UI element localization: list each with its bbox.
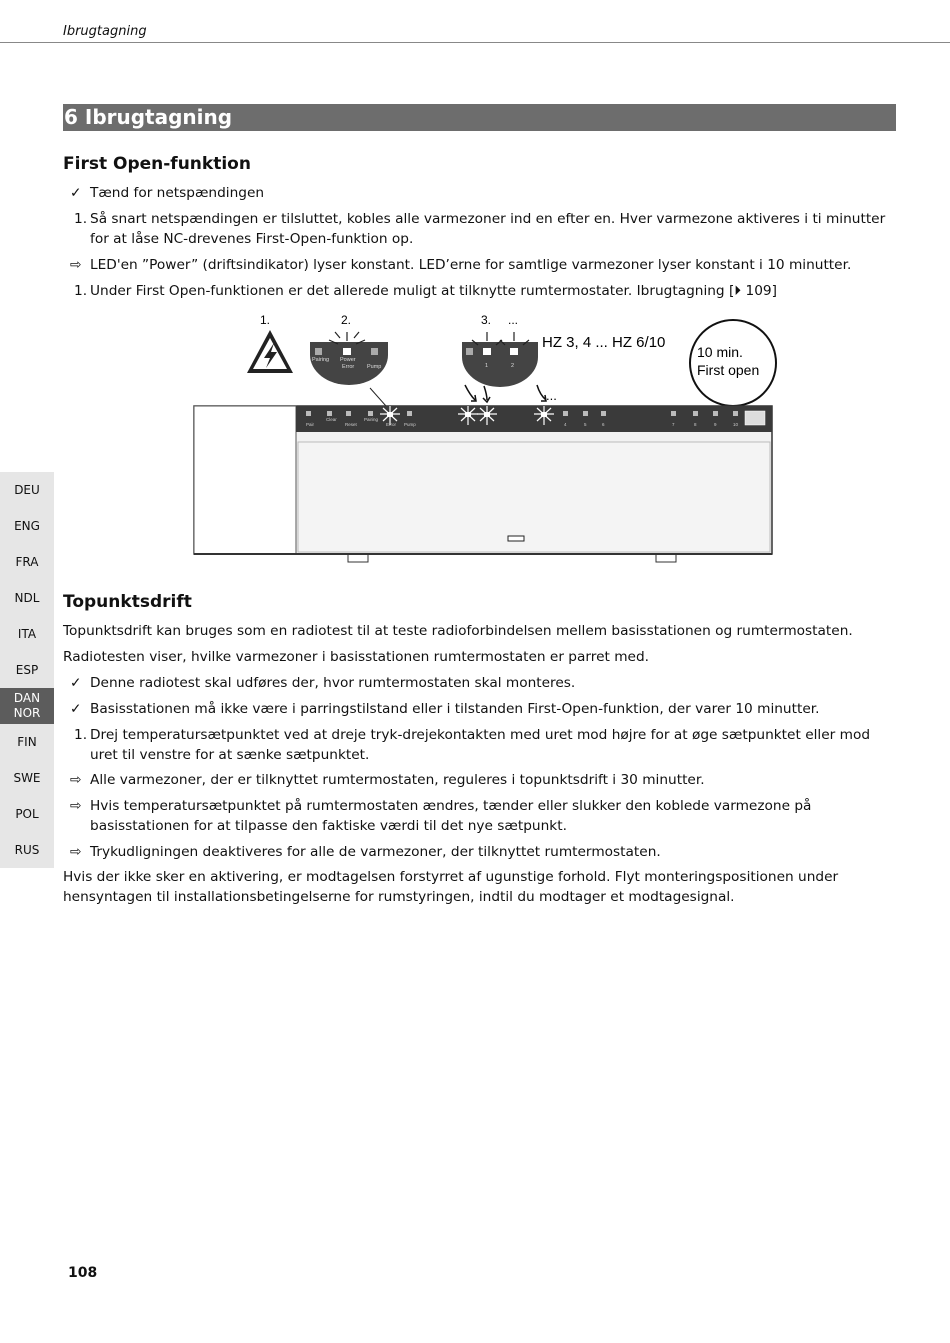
zoom-zone-leds <box>462 332 538 387</box>
zones-label: HZ 3, 4 ... HZ 6/10 <box>542 334 666 351</box>
zone-number-9: 9 <box>714 422 717 427</box>
result-arrow-icon: ⇨ <box>70 257 82 273</box>
list-item <box>63 673 898 693</box>
zone-number-7: 7 <box>672 422 675 427</box>
language-tab-fin[interactable]: FIN <box>0 724 54 760</box>
zoom-label-pairing: Pairing <box>312 357 330 363</box>
zoom-label-power: Power <box>340 357 356 363</box>
panel-label-pump: Pump <box>404 422 416 427</box>
list-item <box>63 842 898 862</box>
result-arrow-icon: ⇨ <box>70 772 82 788</box>
zoom-status-leds <box>310 332 388 406</box>
checkmark-icon: ✓ <box>70 185 82 201</box>
list-item <box>63 255 898 275</box>
paragraph: Hvis der ikke sker en aktivering, er modtagelsen forstyrret af ugunstige forhold. Flyt monteringspositionen under hensyntagen til installationsbetingelserne for rumstyringen, indtil du modtager et modtagesignal. <box>63 869 839 905</box>
list-item-text: Alle varmezoner, der er tilknyttet rumtermostaten, reguleres i topunktsdrift i 30 minutter. <box>90 772 705 788</box>
section-heading-first-open: First Open-funktion <box>63 154 251 174</box>
language-tab-dan-nor[interactable]: DAN NOR <box>0 688 54 724</box>
zone-number-10: 10 <box>733 422 739 427</box>
list-item <box>63 183 898 203</box>
language-tab-swe[interactable]: SWE <box>0 760 54 796</box>
zoom-label-pump: Pump <box>367 364 382 370</box>
list-item-text: Drej temperatursætpunktet ved at dreje tryk-drejekontakten med uret mod højre for at øge sætpunktet eller mod uret til venstre for at sænke sætpunktet. <box>90 727 871 763</box>
first-open-timer-callout <box>690 320 776 406</box>
panel-label-error: Error <box>386 422 396 427</box>
list-item-text: Trykudligningen deaktiveres for alle de varmezoner, der tilknyttet rumtermostaten. <box>90 844 661 860</box>
language-tab-eng[interactable]: ENG <box>0 508 54 544</box>
language-tab-esp[interactable]: ESP <box>0 652 54 688</box>
checkmark-icon: ✓ <box>70 675 82 691</box>
language-tab-pol[interactable]: POL <box>0 796 54 832</box>
zoom-label-error: Error <box>342 364 355 370</box>
list-item <box>63 796 898 836</box>
zoom-zone-2-label: 2 <box>511 363 515 369</box>
chapter-title: 6 Ibrugtagning <box>64 105 233 129</box>
paragraph: Radiotesten viser, hvilke varmezoner i basisstationen rumtermostaten er parret med. <box>63 649 650 665</box>
zoom-zone-1-label: 1 <box>485 363 489 369</box>
list-item <box>63 281 898 301</box>
language-tab-fra[interactable]: FRA <box>0 544 54 580</box>
step-3-more-label: ... <box>508 313 519 327</box>
zone-number-5: 5 <box>584 422 587 427</box>
step-3-label: 3. <box>481 313 492 327</box>
list-item-text: Hvis temperatursætpunktet på rumtermostaten ændres, tænder eller slukker den koblede varmezone på basisstationen for at tilpasse den faktiske værdi til det nye sætpunkt. <box>90 798 812 834</box>
circle-line-1: 10 min. <box>697 344 743 360</box>
paragraph: Topunktsdrift kan bruges som en radiotest til at teste radioforbindelsen mellem basisstationen og rumtermostaten. <box>63 623 853 639</box>
electric-warning-icon <box>247 330 293 373</box>
base-station-housing <box>194 406 772 562</box>
step-2-label: 2. <box>341 313 352 327</box>
language-tab-deu[interactable]: DEU <box>0 472 54 508</box>
base-station-figure <box>190 310 780 570</box>
list-item-text: Denne radiotest skal udføres der, hvor rumtermostaten skal monteres. <box>90 675 576 691</box>
panel-label-pairing: Pairing <box>364 417 379 422</box>
activation-arrows <box>465 385 546 402</box>
list-item-text: Så snart netspændingen er tilsluttet, kobles alle varmezoner ind en efter en. Hver varmezone aktiveres i ti minutter for at låse NC-drevenes First-Open-funktion op. <box>90 211 886 247</box>
step-number: 1. <box>74 211 88 227</box>
running-header: Ibrugtagning <box>63 24 147 39</box>
circle-line-2: First open <box>697 362 760 378</box>
result-arrow-icon: ⇨ <box>70 844 82 860</box>
checkmark-icon: ✓ <box>70 701 82 717</box>
header-rule <box>0 42 950 43</box>
list-item-text: LED'en ”Power” (driftsindikator) lyser konstant. LED’erne for samtlige varmezoner lyser konstant i 10 minutter. <box>90 257 852 273</box>
panel-label-pair: Pair <box>306 422 315 427</box>
zone-number-4: 4 <box>564 422 567 427</box>
list-item-text: Basisstationen må ikke være i parringstilstand eller i tilstanden First-Open-funktion, der varer 10 minutter. <box>90 701 820 717</box>
result-arrow-icon: ⇨ <box>70 798 82 814</box>
zone-number-6: 6 <box>602 422 605 427</box>
list-item-text: Tænd for netspændingen <box>90 185 265 201</box>
list-item <box>63 209 898 249</box>
more-zones-ellipsis: ... <box>546 388 557 403</box>
step-number: 1. <box>74 727 88 743</box>
section-heading-topunktsdrift: Topunktsdrift <box>63 592 192 612</box>
language-tab-ita[interactable]: ITA <box>0 616 54 652</box>
list-item <box>63 770 898 790</box>
language-tab-rus[interactable]: RUS <box>0 832 54 868</box>
list-item <box>63 699 898 719</box>
panel-label-reset: Reset <box>345 422 357 427</box>
list-item-text: Under First Open-funktionen er det allerede muligt at tilknytte rumtermostater. Ibrugtagning [⏵ 109] <box>90 283 777 299</box>
step-1-label: 1. <box>260 313 271 327</box>
list-item <box>63 725 898 765</box>
panel-label-clear: Clear <box>326 417 337 422</box>
zone-number-8: 8 <box>694 422 697 427</box>
page-number: 108 <box>68 1265 98 1281</box>
language-tabs <box>0 472 54 868</box>
step-number: 1. <box>74 283 88 299</box>
language-tab-ndl[interactable]: NDL <box>0 580 54 616</box>
brand-logo-icon <box>745 411 765 425</box>
